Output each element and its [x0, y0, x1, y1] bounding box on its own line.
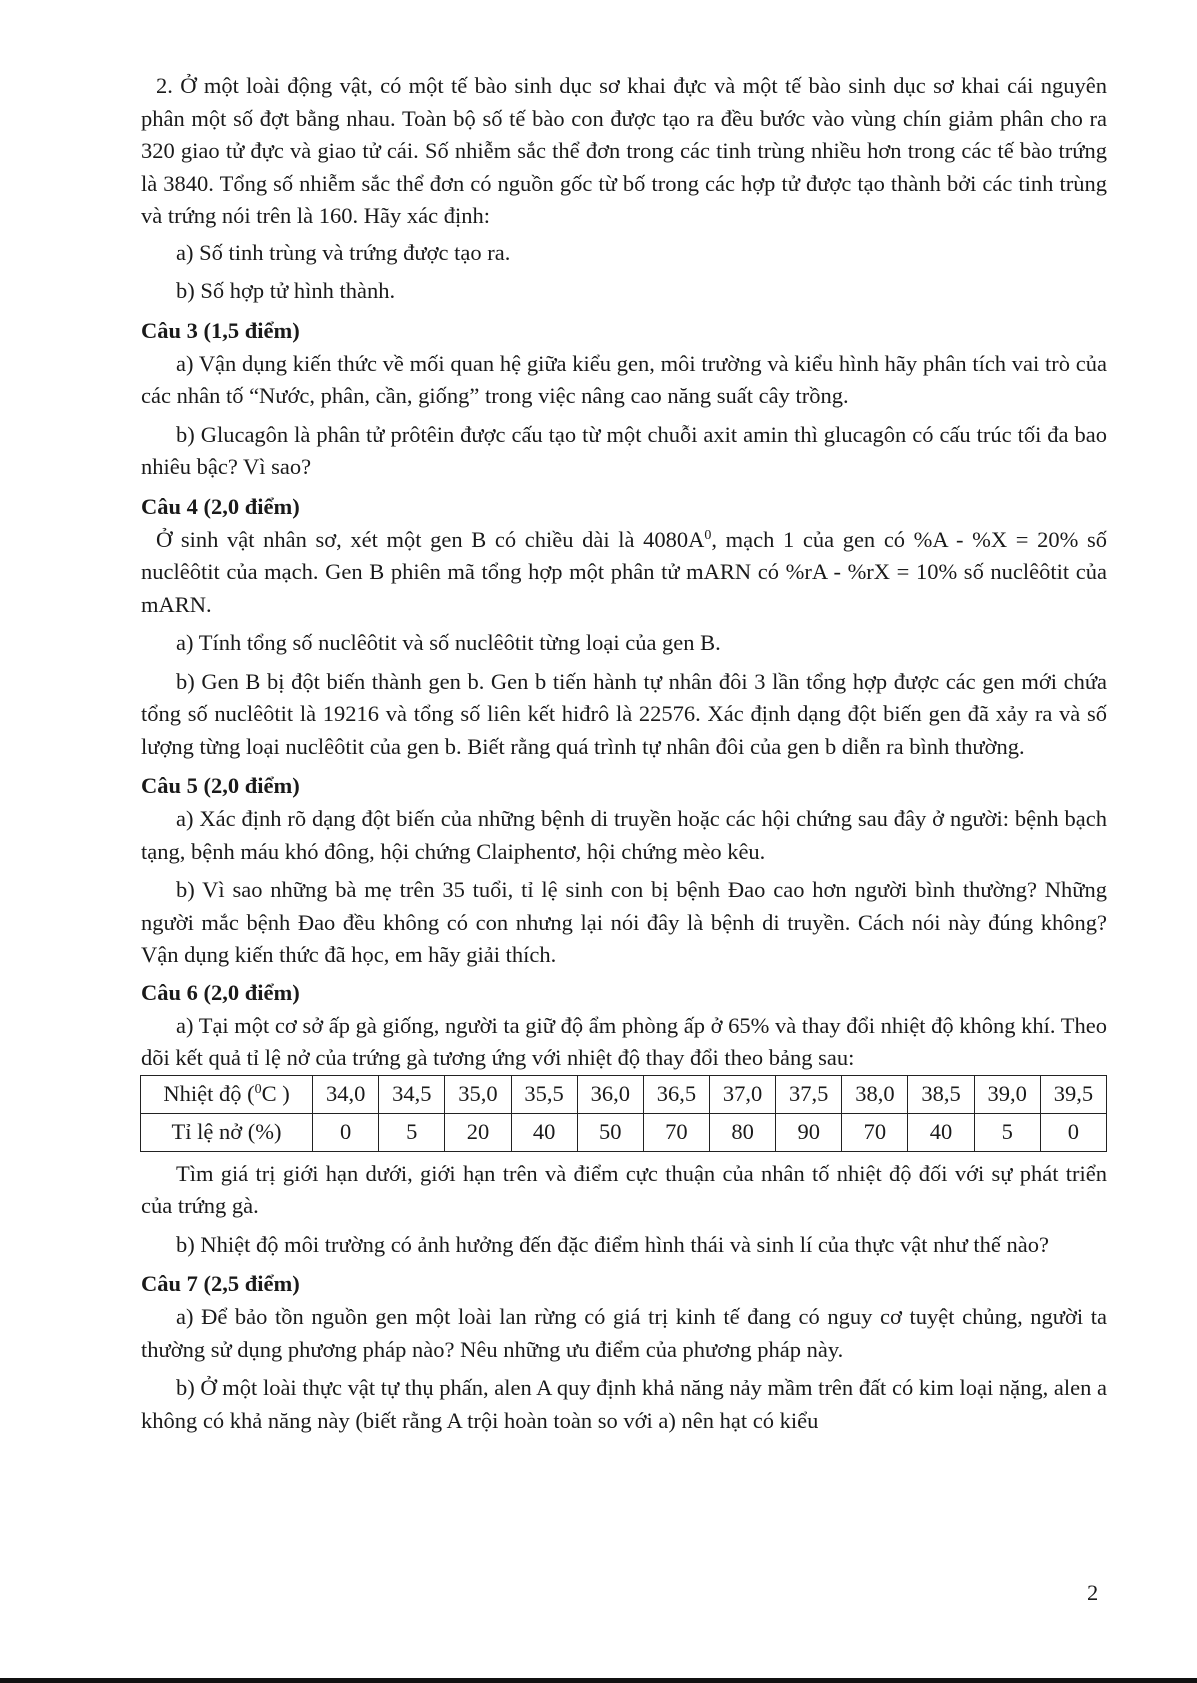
q7-title: Câu 7 (2,5 điểm) [141, 1271, 300, 1296]
q6-part-b: b) Nhiệt độ môi trường có ảnh hưởng đến đặc điểm hình thái và sinh lí của thực vật như thế nào? [176, 1231, 1049, 1257]
page-number: 2 [1087, 1580, 1099, 1605]
q2-part-a: a) Số tinh trùng và trứng được tạo ra. [176, 239, 511, 265]
temperature-header [141, 1075, 313, 1113]
q6-table-question: Tìm giá trị giới hạn dưới, giới hạn trên và điểm cực thuận của nhân tố nhiệt độ đối với sự phát triển của trứng gà. [141, 1160, 1107, 1218]
table-cell: 20 [445, 1113, 511, 1151]
table-cell: 0 [1040, 1113, 1106, 1151]
q4-intro-text-cont: , mạch 1 của gen có %A - %X = 20% số nuclêôtit của mạch. Gen B phiên mã tổng hợp một phân tử mARN có %rA - %rX = 10% số nuclêôtit của mARN. [141, 526, 1107, 617]
q5-part-a: a) Xác định rõ dạng đột biến của những bệnh di truyền hoặc các hội chứng sau đây ở người: bệnh bạch tạng, bệnh máu khó đông, hội chứng Claiphentơ, hội chứng mèo kêu. [141, 806, 1107, 864]
q4-intro-superscript: 0 [704, 527, 712, 543]
table-cell: 40 [908, 1113, 974, 1151]
table-cell: 37,5 [776, 1075, 842, 1113]
temperature-header-unit: C ) [261, 1080, 290, 1106]
q3-part-b: b) Glucagôn là phân tử prôtêin được cấu tạo từ một chuỗi axit amin thì glucagôn có cấu trúc tối đa bao nhiêu bậc? Vì sao? [141, 421, 1107, 479]
hatch-rate-row [141, 1113, 1107, 1151]
q4-title: Câu 4 (2,0 điểm) [141, 493, 300, 519]
q5-title: Câu 5 (2,0 điểm) [141, 773, 300, 798]
table-cell: 50 [577, 1113, 643, 1151]
temperature-header-text: Nhiệt độ ( [163, 1080, 255, 1106]
table-cell: 36,5 [643, 1075, 709, 1113]
page-content [141, 70, 1107, 1437]
q7-part-a: a) Để bảo tồn nguồn gen một loài lan rừng có giá trị kinh tế đang có nguy cơ tuyệt chủng, người ta thường sử dụng phương pháp nào? Nêu những ưu điểm của phương pháp này. [141, 1304, 1107, 1362]
degree-superscript: 0 [254, 1081, 262, 1097]
q5-part-b: b) Vì sao những bà mẹ trên 35 tuổi, tỉ lệ sinh con bị bệnh Đao cao hơn người bình thường? Những người mắc bệnh Đao đều không có con nhưng lại nói đây là bệnh di truyền. Cách nói này đúng không? Vận dụng kiến thức đã học, em hãy giải thích. [141, 877, 1107, 967]
q4-intro [141, 524, 1107, 622]
q4-part-a: a) Tính tổng số nuclêôtit và số nuclêôtit từng loại của gen B. [176, 630, 721, 655]
table-cell: 37,0 [710, 1075, 776, 1113]
q3-part-a: a) Vận dụng kiến thức về mối quan hệ giữa kiểu gen, môi trường và kiểu hình hãy phân tích vai trò của các nhân tố “Nước, phân, cần, giống” trong việc nâng cao năng suất cây trồng. [141, 350, 1107, 408]
table-cell: 40 [511, 1113, 577, 1151]
q7-part-b: b) Ở một loài thực vật tự thụ phấn, alen A quy định khả năng nảy mầm trên đất có kim loại nặng, alen a không có khả năng này (biết rằng A trội hoàn toàn so với a) nên hạt có kiểu [141, 1375, 1107, 1433]
table-cell: 34,5 [379, 1075, 445, 1113]
table-cell: 34,0 [313, 1075, 379, 1113]
q3-title: Câu 3 (1,5 điểm) [141, 317, 300, 343]
q6-title: Câu 6 (2,0 điểm) [141, 979, 300, 1005]
table-cell: 5 [974, 1113, 1040, 1151]
table-cell: 38,5 [908, 1075, 974, 1113]
table-cell: 0 [313, 1113, 379, 1151]
table-cell: 35,5 [511, 1075, 577, 1113]
q2-part-b: b) Số hợp tử hình thành. [176, 278, 396, 303]
table-cell: 35,0 [445, 1075, 511, 1113]
table-cell: 90 [776, 1113, 842, 1151]
bottom-border [0, 1678, 1197, 1683]
table-cell: 70 [842, 1113, 908, 1151]
table-cell: 80 [710, 1113, 776, 1151]
q6-part-a: a) Tại một cơ sở ấp gà giống, người ta giữ độ ẩm phòng ấp ở 65% và thay đổi nhiệt độ không khí. Theo dõi kết quả tỉ lệ nở của trứng gà tương ứng với nhiệt độ thay đổi theo bảng sau: [141, 1012, 1108, 1070]
table-cell: 36,0 [577, 1075, 643, 1113]
q2-intro: 2. Ở một loài động vật, có một tế bào sinh dục sơ khai đực và một tế bào sinh dục sơ khai cái nguyên phân một số đợt bằng nhau. Toàn bộ số tế bào con được tạo ra đều bước vào vùng chín giảm phân cho ra 320 giao tử đực và giao tử cái. Số nhiễm sắc thể đơn trong các tinh trùng nhiều hơn trong các tế bào trứng là 3840. Tổng số nhiễm sắc thể đơn có nguồn gốc từ bố trong các hợp tử được tạo thành bởi các tinh trùng và trứng nói trên là 160. Hãy xác định: [141, 73, 1107, 228]
table-cell: 70 [643, 1113, 709, 1151]
q4-part-b: b) Gen B bị đột biến thành gen b. Gen b tiến hành tự nhân đôi 3 lần tổng hợp được các gen mới chứa tổng số nuclêôtit là 19216 và tổng số liên kết hiđrô là 22576. Xác định dạng đột biến gen đã xảy ra và số lượng từng loại nuclêôtit của gen b. Biết rằng quá trình tự nhân đôi của gen b diễn ra bình thường. [141, 668, 1107, 759]
table-cell: 39,0 [974, 1075, 1040, 1113]
table-cell: 5 [379, 1113, 445, 1151]
q4-intro-text: Ở sinh vật nhân sơ, xét một gen B có chiều dài là 4080A [156, 526, 705, 552]
temperature-hatch-table [140, 1075, 1107, 1152]
table-cell: 38,0 [842, 1075, 908, 1113]
hatch-rate-header: Tỉ lệ nở (%) [141, 1113, 313, 1151]
temperature-row [141, 1075, 1107, 1113]
table-cell: 39,5 [1040, 1075, 1106, 1113]
